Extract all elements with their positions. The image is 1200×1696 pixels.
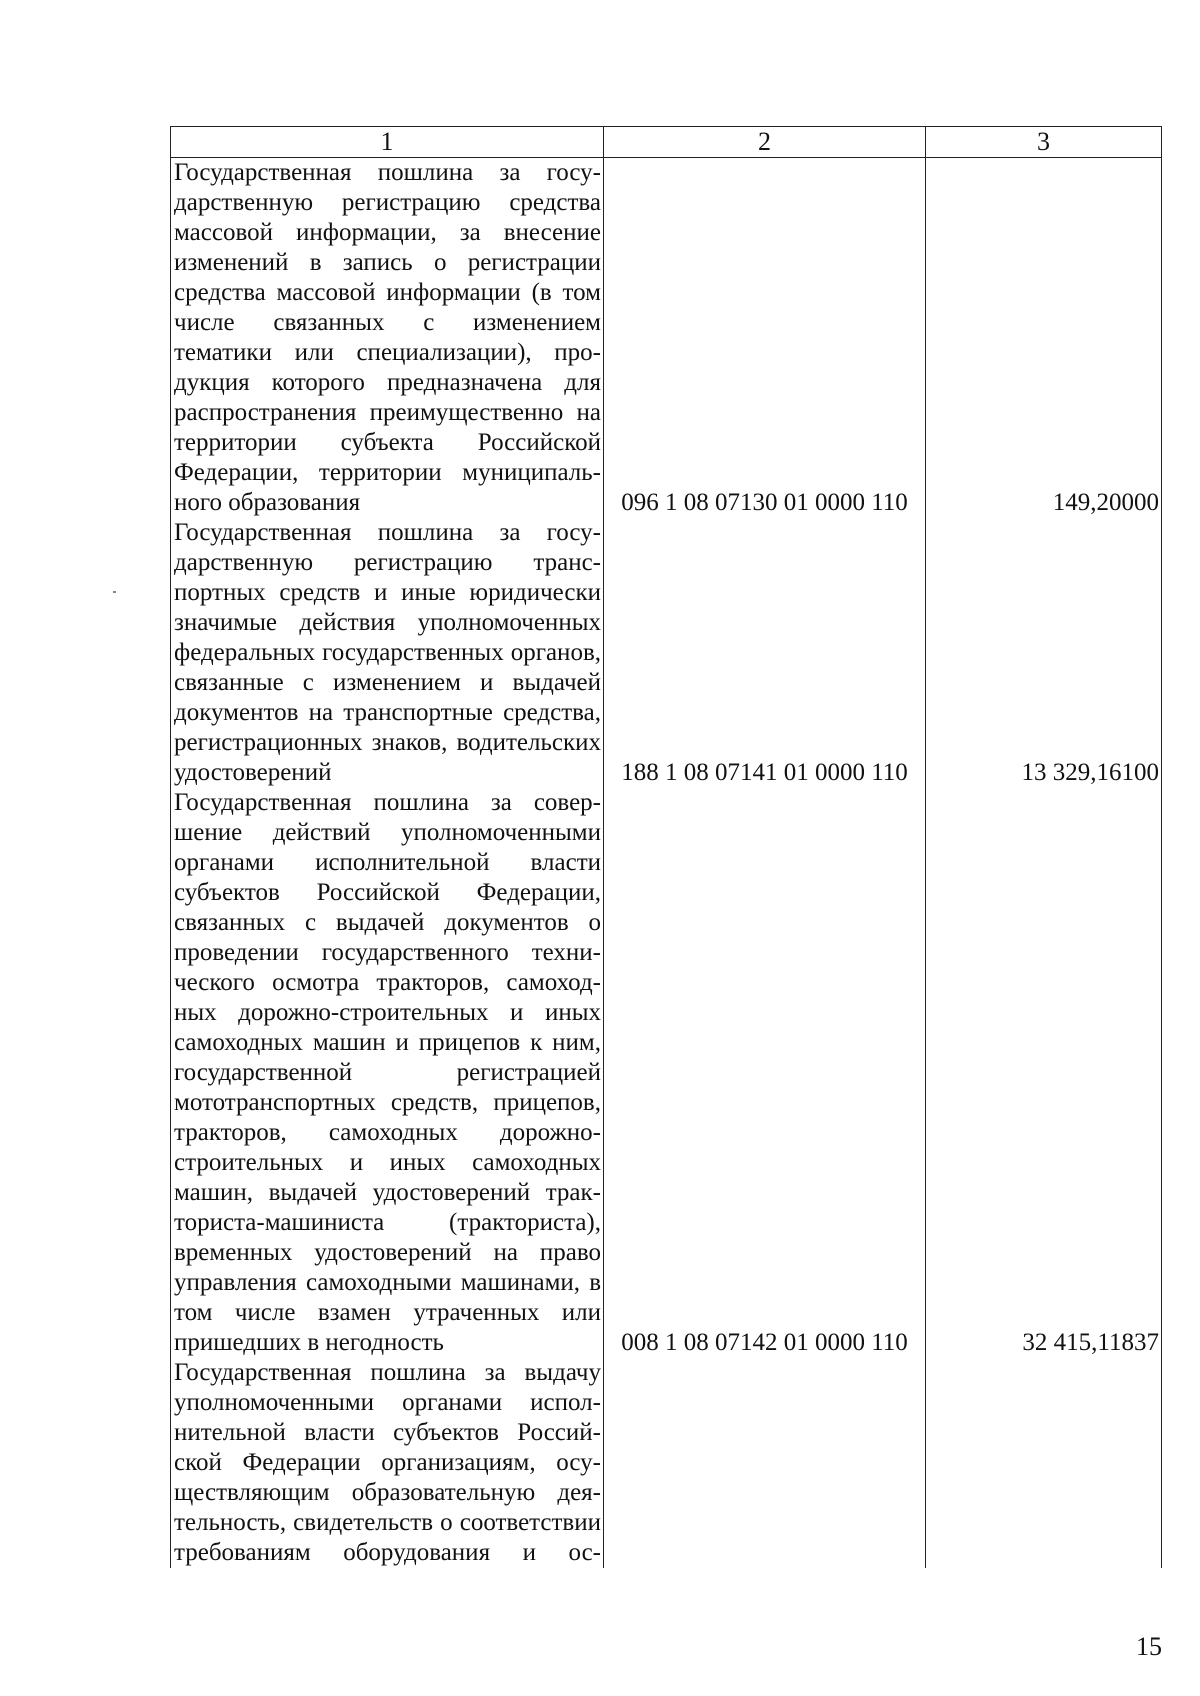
row-name: Государственная пошлина за государственную регистрацию средства массовой информации, за внесение изменений в запись о регистрации средства массовой информации (в том числе связанных с изменением тематики или специализации), продукция которого предназначена для распространения преимущественно на территории субъекта Российской Федерации, территории муниципального образования <box>171 158 604 519</box>
header-column-2: 2 <box>604 127 926 158</box>
row-amount: 149,20000 <box>926 158 1162 519</box>
row-name: Государственная пошлина за государственную регистрацию транспортных средств и иные юридически значимые действия уполномоченных федеральных государственных органов, связанные с изменением и выдачей документов на транспортные средства, регистрационных знаков, водительских удостоверений <box>171 518 604 788</box>
revenue-table <box>170 126 1162 1568</box>
row-budget-code: 096 1 08 07130 01 0000 110 <box>604 158 926 519</box>
row-budget-code <box>604 1358 926 1568</box>
table-row <box>171 788 1162 1358</box>
header-row <box>171 127 1162 158</box>
row-amount: 32 415,11837 <box>926 788 1162 1358</box>
row-amount <box>926 1358 1162 1568</box>
scan-speck <box>113 591 116 593</box>
table-body <box>171 158 1162 1569</box>
row-budget-code: 008 1 08 07142 01 0000 110 <box>604 788 926 1358</box>
row-name: Государственная пошлина за выдачу уполномоченными органами исполнительной власти субъектов Российской Федерации организациям, осуществляющим образовательную деятельность, свидетельств о соответствии требованиям оборудования и ос- <box>171 1358 604 1568</box>
page-number: 15 <box>1136 1632 1162 1661</box>
header-column-3: 3 <box>926 127 1162 158</box>
row-name: Государственная пошлина за совершение действий уполномоченными органами исполнительной власти субъектов Российской Федерации, связанных с выдачей документов о проведении государственного технического осмотра тракторов, самоходных дорожно-строительных и иных самоходных машин и прицепов к ним, государственной регистрацией мототранспортных средств, прицепов, тракторов, самоходных дорожно-строительных и иных самоходных машин, выдачей удостоверений тракториста-машиниста (тракториста), временных удостоверений на право управления самоходными машинами, в том числе взамен утраченных или пришедших в негодность <box>171 788 604 1358</box>
row-amount: 13 329,16100 <box>926 518 1162 788</box>
header-column-1: 1 <box>171 127 604 158</box>
table-header <box>171 127 1162 158</box>
table-row <box>171 158 1162 519</box>
table-row <box>171 1358 1162 1568</box>
table-row <box>171 518 1162 788</box>
row-budget-code: 188 1 08 07141 01 0000 110 <box>604 518 926 788</box>
